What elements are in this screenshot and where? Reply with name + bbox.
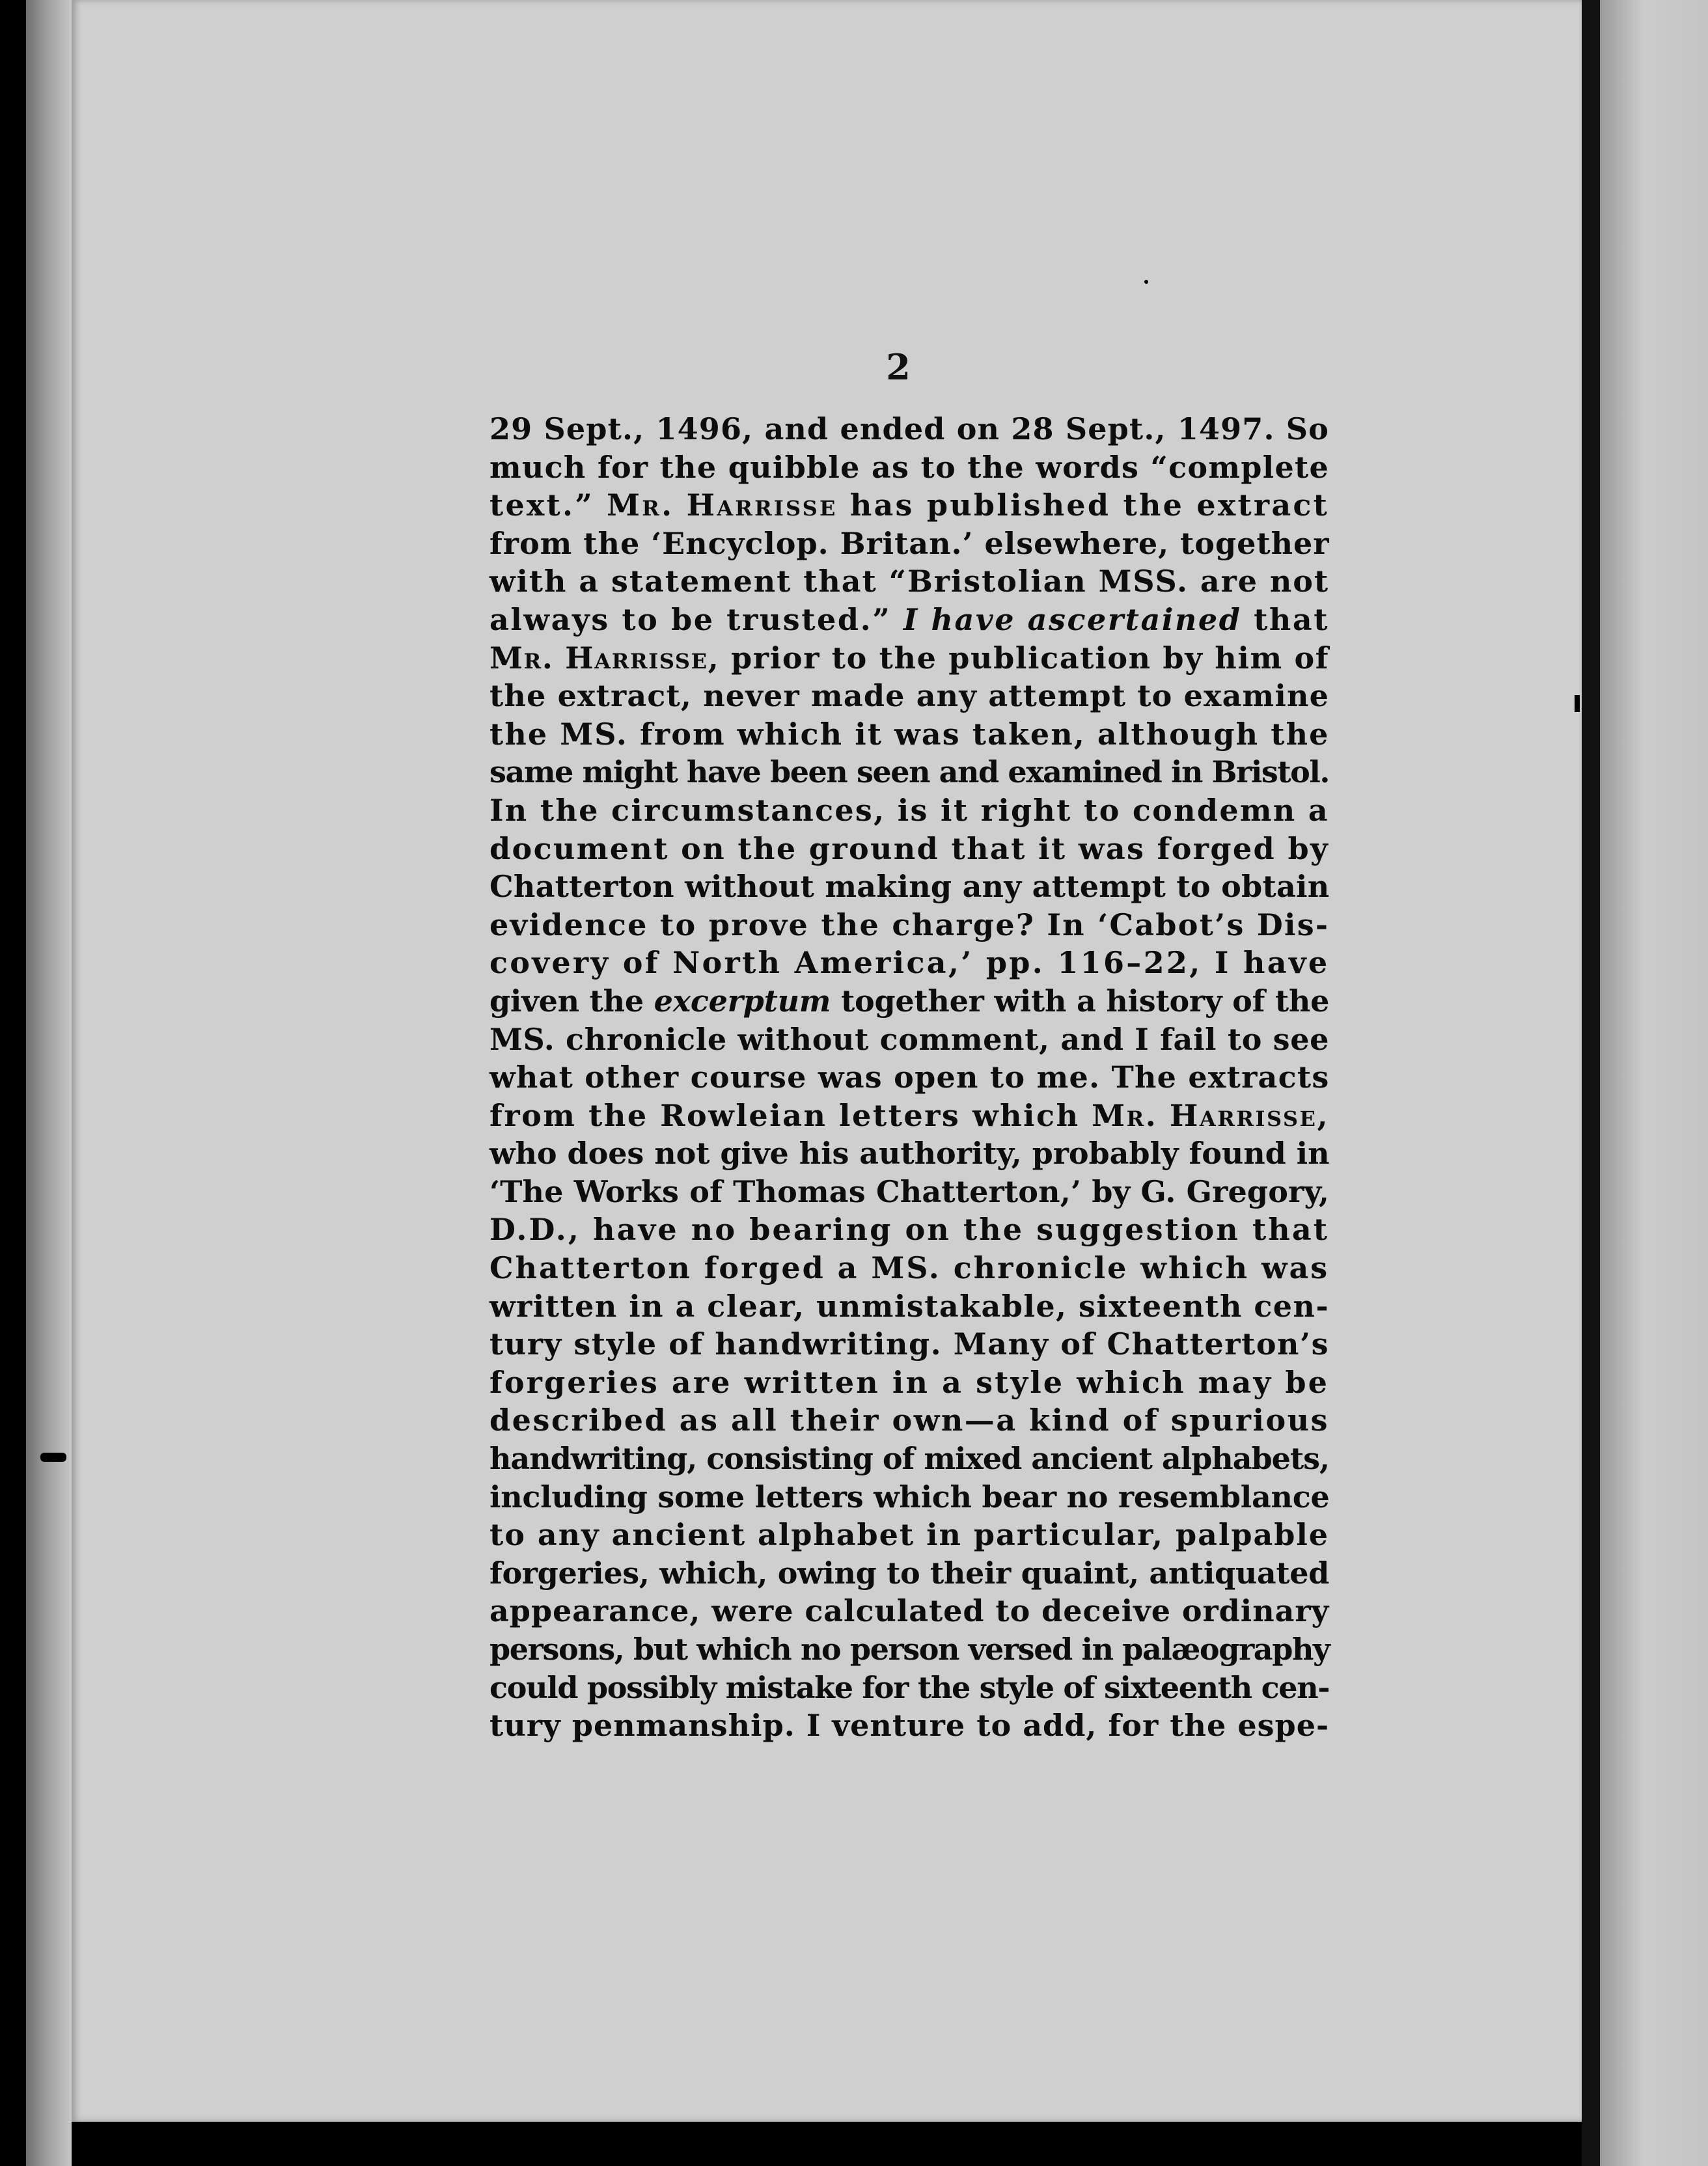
text-line [489, 1440, 1329, 1478]
text-run: same might have been seen and examined in Bristol. [489, 754, 1329, 790]
italic-text: I have ascertained [903, 601, 1242, 637]
text-run: document on the ground that it was forged by [489, 830, 1330, 866]
text-line [489, 1249, 1329, 1287]
italic-text: excerptum [654, 983, 831, 1019]
text-run: described as all their own—a kind of spurious [489, 1403, 1330, 1438]
text-line [489, 601, 1329, 639]
text-run: appearance, were calculated to deceive ordinary [489, 1593, 1330, 1629]
text-run: given the [489, 983, 654, 1019]
page-gutter [1582, 0, 1600, 2166]
text-line [489, 562, 1329, 601]
text-line [489, 639, 1329, 678]
ink-speck [1144, 280, 1148, 284]
text-run: with a statement that “Bristolian MSS. are not [489, 564, 1329, 599]
text-line [489, 791, 1329, 830]
text-line [489, 1173, 1329, 1211]
text-run: the extract, never made any attempt to examine [489, 678, 1329, 714]
text-run: In the circumstances, is it right to condemn a [489, 792, 1329, 828]
text-run: has published the extract [837, 487, 1330, 523]
text-run: , [1317, 1097, 1329, 1133]
text-line [489, 677, 1329, 715]
text-line [489, 715, 1329, 754]
text-line [489, 1401, 1329, 1440]
text-run: written in a clear, unmistakable, sixteenth cen- [489, 1288, 1329, 1324]
text-line [489, 1325, 1329, 1364]
text-line [489, 1478, 1329, 1516]
ink-speck [1575, 695, 1580, 712]
text-line [489, 830, 1329, 868]
text-line [489, 1554, 1329, 1593]
text-line [489, 1707, 1329, 1745]
text-run: from the ‘Encyclop. Britan.’ elsewhere, together [489, 525, 1330, 561]
text-line [489, 753, 1329, 791]
body-text [489, 410, 1329, 1745]
text-run: evidence to prove the charge? In ‘Cabot’s Dis- [489, 907, 1330, 942]
text-line [489, 1058, 1329, 1097]
text-line [489, 1211, 1329, 1249]
text-run: to any ancient alphabet in particular, palpable [489, 1517, 1329, 1553]
text-line [489, 448, 1329, 487]
text-run: ‘The Works of Thomas Chatterton,’ by G. Gregory, [489, 1173, 1330, 1209]
text-line [489, 1516, 1329, 1554]
text-run: forgeries, which, owing to their quaint, antiquated [489, 1555, 1329, 1591]
text-line [489, 1669, 1329, 1707]
text-run: Chatterton forged a MS. chronicle which was [489, 1250, 1330, 1286]
text-line [489, 944, 1329, 982]
ink-speck [40, 1453, 66, 1462]
text-run: that [1241, 601, 1330, 637]
text-run: D.D., have no bearing on the suggestion that [489, 1212, 1330, 1248]
text-line [489, 1287, 1329, 1326]
text-run: 29 Sept., 1496, and ended on 28 Sept., 1497. So [489, 411, 1329, 446]
text-run: text.” [489, 487, 607, 523]
text-run: forgeries are written in a style which may be [489, 1364, 1329, 1400]
text-run: always to be trusted.” [489, 601, 903, 637]
text-line [489, 1097, 1329, 1135]
text-run: could possibly mistake for the style of sixteenth cen- [489, 1669, 1330, 1705]
text-line [489, 1630, 1329, 1669]
text-run: , prior to the publication by him of [708, 640, 1330, 676]
text-run: the MS. from which it was taken, although the [489, 716, 1330, 752]
small-caps-name: Mr. Harrisse [1092, 1097, 1317, 1133]
text-line [489, 1021, 1329, 1059]
text-run: tury style of handwriting. Many of Chatterton’s [489, 1326, 1329, 1362]
text-line [489, 906, 1329, 944]
text-line [489, 525, 1329, 563]
text-run: what other course was open to me. The extracts [489, 1060, 1330, 1095]
text-line [489, 1364, 1329, 1402]
text-run: Chatterton without making any attempt to obtain [489, 869, 1330, 905]
text-line [489, 1592, 1329, 1630]
text-run: much for the quibble as to the words “complete [489, 449, 1329, 485]
text-run: persons, but which no person versed in palæography [489, 1632, 1330, 1667]
text-run: who does not give his authority, probably found in [489, 1136, 1330, 1172]
text-line [489, 410, 1329, 448]
text-run: tury penmanship. I venture to add, for the espe- [489, 1708, 1330, 1744]
text-run: from the Rowleian letters which [489, 1097, 1092, 1133]
small-caps-name: Mr. Harrisse [489, 640, 708, 676]
text-run: covery of North America,’ pp. 116–22, I have [489, 945, 1330, 981]
left-page-edge [26, 0, 72, 2166]
text-line [489, 486, 1329, 525]
text-line [489, 1134, 1329, 1173]
adjacent-page-edge [1600, 0, 1708, 2166]
text-run: together with a history of the [831, 983, 1330, 1019]
text-run: handwriting, consisting of mixed ancient alphabets, [489, 1441, 1329, 1477]
small-caps-name: Mr. Harrisse [607, 487, 838, 523]
text-line [489, 982, 1329, 1021]
text-run: MS. chronicle without comment, and I fail to see [489, 1021, 1329, 1057]
page-number: 2 [886, 346, 911, 388]
text-run: including some letters which bear no resemblance [489, 1479, 1330, 1515]
text-line [489, 868, 1329, 906]
